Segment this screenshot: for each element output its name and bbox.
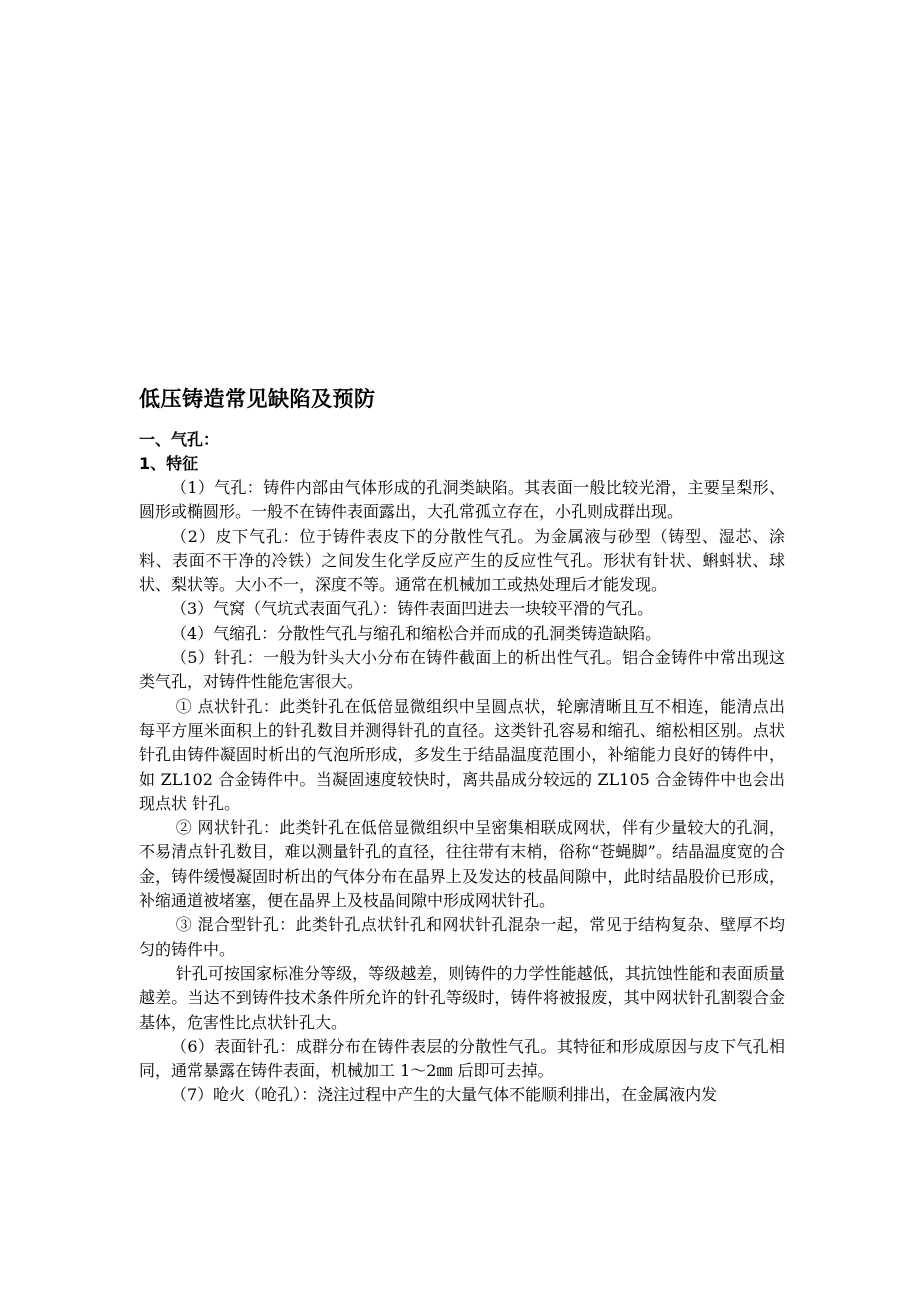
paragraph-mixed-pinhole: ③ 混合型针孔：此类针孔点状针孔和网状针孔混杂一起，常见于结构复杂、壁厚不均匀的铸件中。: [139, 915, 785, 959]
section-heading: 一、气孔：: [139, 430, 220, 449]
paragraph-gas-shrinkage: （4）气缩孔：分散性气孔与缩孔和缩松合并而成的孔洞类铸造缺陷。: [171, 623, 662, 643]
paragraph-pinhole: （5）针孔：一般为针头大小分布在铸件截面上的析出性气孔。铝合金铸件中常出现这类气孔，对铸件性能危害很大。: [139, 648, 785, 692]
paragraph-subsurface-pore: （2）皮下气孔：位于铸件表皮下的分散性气孔。为金属液与砂型（铸型、湿芯、涂料、表面不干净的冷铁）之间发生化学反应产生的反应性气孔。形状有针状、蝌蚪状、球状、梨状等。大小不一，深度不等。通常在机械加工或热处理后才能发现。: [139, 526, 785, 595]
subsection-heading: 1、特征: [139, 454, 199, 473]
paragraph-pinhole-grading: 针孔可按国家标准分等级，等级越差，则铸件的力学性能越低，其抗蚀性能和表面质量越差。当达不到铸件技术条件所允许的针孔等级时，铸件将被报废，其中网状针孔割裂合金基体，危害性比点状针孔大。: [139, 963, 785, 1032]
paragraph-surface-pinhole: （6）表面针孔：成群分布在铸件表层的分散性气孔。其特征和形成原因与皮下气孔相同，通常暴露在铸件表面，机械加工 1～2㎜ 后即可去掉。: [139, 1036, 785, 1081]
paragraph-pore: （1）气孔：铸件内部由气体形成的孔洞类缺陷。其表面一般比较光滑，主要呈梨形、圆形或椭圆形。一般不在铸件表面露出，大孔常孤立存在，小孔则成群出现。: [139, 478, 785, 522]
paragraph-choke: （7）呛火（呛孔）：浇注过程中产生的大量气体不能顺利排出，在金属液内发: [171, 1085, 718, 1105]
document-page: [139, 384, 785, 1108]
document-title: 低压铸造常见缺陷及预防: [139, 387, 376, 411]
paragraph-network-pinhole: ② 网状针孔：此类针孔在低倍显微组织中呈密集相联成网状，伴有少量较大的孔洞，不易清点针孔数目，难以测量针孔的直径，往往带有末梢，俗称“苍蝇脚”。结晶温度宽的合金，铸件缓慢凝固时析出的气体分布在晶界上及发达的枝晶间隙中，此时结晶股价已形成，补缩通道被堵塞，便在晶界上及枝晶间隙中形成网状针孔。: [139, 818, 785, 911]
paragraph-gas-pocket: （3）气窝（气坑式表面气孔）：铸件表面凹进去一块较平滑的气孔。: [171, 599, 654, 619]
paragraph-point-pinhole: ① 点状针孔：此类针孔在低倍显微组织中呈圆点状，轮廓清晰且互不相连，能清点出每平方厘米面积上的针孔数目并测得针孔的直径。这类针孔容易和缩孔、缩松相区别。点状针孔由铸件凝固时析出的气泡所形成，多发生于结晶温度范围小，补缩能力良好的铸件中，如 ZL102 合金铸件中。当凝固速度较快时，离共晶成分较远的 ZL105 合金铸件中也会出现点状 针孔。: [139, 696, 785, 813]
